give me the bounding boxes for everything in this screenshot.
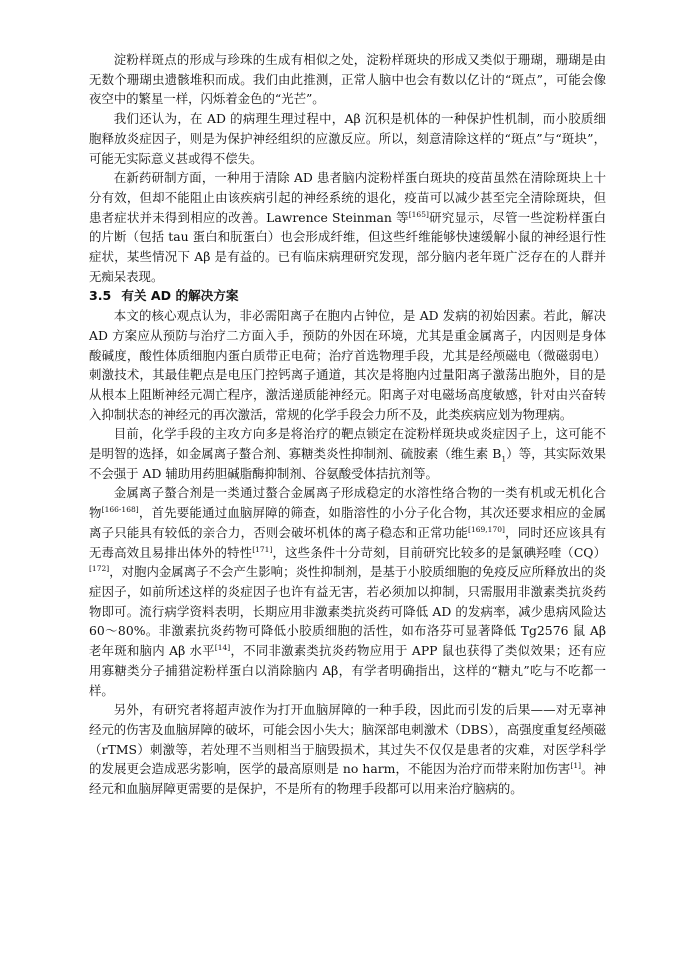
paragraph-pearl-coral-analogy: 淀粉样斑点的形成与珍珠的生成有相似之处，淀粉样斑块的形成又类似于珊瑚，珊瑚是由无数个珊瑚虫遗骸堆积而成。我们由此推测，正常人脑中也会有数以亿计的“斑点”，可能会像夜空中的繁星一样，闪烁着金色的“光芒”。	[89, 52, 606, 107]
citation-ref: [171]	[252, 544, 273, 554]
paragraph-text: ，对胞内金属离子不会产生影响；炎性抑制剂，是基于小胶质细胞的免疫反应所释放出的炎症因子，如前所述这样的炎症因子也许有益无害，若必须加以抑制，只需服用非激素类抗炎药物即可。流行病学资料表明，长期应用非激素类抗炎药可降低 AD 的发病率，减少患病风险达 60～80%。非激素抗炎药物可降低小胶质细胞的活性，如布洛芬可显著降低 Tg2576 鼠 Aβ 老年斑和脑内 Aβ 水平	[89, 564, 606, 659]
citation-ref: [14]	[214, 642, 231, 652]
paragraph-chemical-targets	[89, 424, 606, 483]
paragraph-text: 目前，化学手段的主攻方向多是将治疗的靶点锁定在淀粉样斑块或炎症因子上，这可能不是明智的选择，如金属离子螯合剂、寡糖类炎性抑制剂、硫胺素（维生素 B	[89, 426, 606, 462]
paragraph-text: ，这些条件十分苛刻，目前研究比较多的是氯碘羟喹（CQ）	[272, 544, 607, 560]
paragraph-abeta-protective-mechanism: 我们还认为，在 AD 的病理生理过程中，Aβ 沉积是机体的一种保护性机制，而小胶质细胞释放炎症因子，则是为保护神经组织的应激反应。所以，刻意清除这样的“斑点”与“斑块”，可能无实际意义甚或得不偿失。	[89, 111, 606, 166]
paragraph-text: ，不同非激素类抗炎药物应用于 APP 鼠也获得了类似效果；还有应用寡糖类分子捕猎淀粉样蛋白以消除脑内 Aβ，有学者明确指出，这样的“糖丸”吃与不吃都一样。	[89, 643, 606, 698]
paragraph-text: ，同时还应该具有无毒高效且易排出体外的特性	[89, 524, 607, 560]
section-heading	[89, 286, 606, 306]
paragraph-chelators	[89, 483, 606, 700]
paragraph-text: 在新药研制方面，一种用于清除 AD 患者脑内淀粉样蛋白斑块的疫苗虽然在清除斑块上十分有效，但却不能阻止由该疾病引起的神经系统的退化，疫苗可以减少甚至完全清除斑块，但患者症状并未得到相应的改善。Lawrence Steinman 等	[89, 170, 606, 225]
paragraph-text: 研究显示，尽管一些淀粉样蛋白的片断（包括 tau 蛋白和朊蛋白）也会形成纤维，但这些纤维能够快速缓解小鼠的神经退行性症状，某些情况下 Aβ 是有益的。已有临床病理研究发现，部分脑内老年斑广泛存在的人群并无痴呆表现。	[89, 209, 607, 284]
paragraph-core-viewpoint: 本文的核心观点认为，非必需阳离子在胞内占钟位，是 AD 发病的初始因素。若此，解决 AD 方案应从预防与治疗二方面入手，预防的外因在环境，尤其是重金属离子，内因则是身体酸碱度，酸性体质细胞内蛋白质带正电荷；治疗首选物理手段，尤其是经颅磁电（微磁弱电）刺激技术，其最佳靶点是电压门控钙离子通道，其次是将胞内过量阳离子激荡出胞外，目的是从根本上阻断神经元凋亡程序，激活递质能神经元。阳离子对电磁场高度敏感，针对由兴奋转入抑制状态的神经元的再次激活，常规的化学手段会力所不及，此类疾病应划为物理病。	[89, 308, 606, 422]
section-number: 3.5	[89, 288, 112, 304]
paragraph-ultrasound-dbs	[89, 700, 606, 799]
citation-ref: [166-168]	[101, 505, 139, 515]
paragraph-text: 金属离子螯合剂是一类通过螯合金属离子形成稳定的水溶性络合物的一类有机或无机化合物	[89, 485, 606, 521]
citation-ref: [1]	[570, 761, 582, 771]
paragraph-vaccine-research	[89, 168, 606, 286]
citation-ref: [165]	[408, 209, 429, 219]
document-page	[89, 50, 606, 799]
paragraph-text: 另外，有研究者将超声波作为打开血脑屏障的一种手段，因此而引发的后果——对无辜神经元的伤害及血脑屏障的破坏，可能会因小失大；脑深部电刺激术（DBS），高强度重复经颅磁（rTMS）刺激等，若处理不当则相当于脑毁损术，其过失不仅仅是患者的灾难，对医学科学的发展更会造成恶劣影响，医学的最高原则是 no harm，不能因为治疗而带来附加伤害	[89, 702, 606, 777]
paragraph-text: ，首先要能通过血脑屏障的筛查，如脂溶性的小分子化合物，其次还要求相应的金属离子只能具有较低的亲合力，否则会破坏机体的离子稳态和正常功能	[89, 505, 607, 540]
section-title: 有关 AD 的解决方案	[121, 288, 239, 304]
paragraph-text: ）等，其实际效果不会强于 AD 辅助用药胆碱脂酶抑制剂、谷氨酸受体拮抗剂等。	[89, 446, 607, 481]
citation-ref: [172]	[89, 564, 110, 574]
paragraph-text: 。神经元和血脑屏障更需要的是保护，不是所有的物理手段都可以用来治疗脑病的。	[89, 761, 607, 797]
subscript: 1	[501, 454, 507, 464]
citation-ref: [169,170]	[468, 524, 505, 534]
